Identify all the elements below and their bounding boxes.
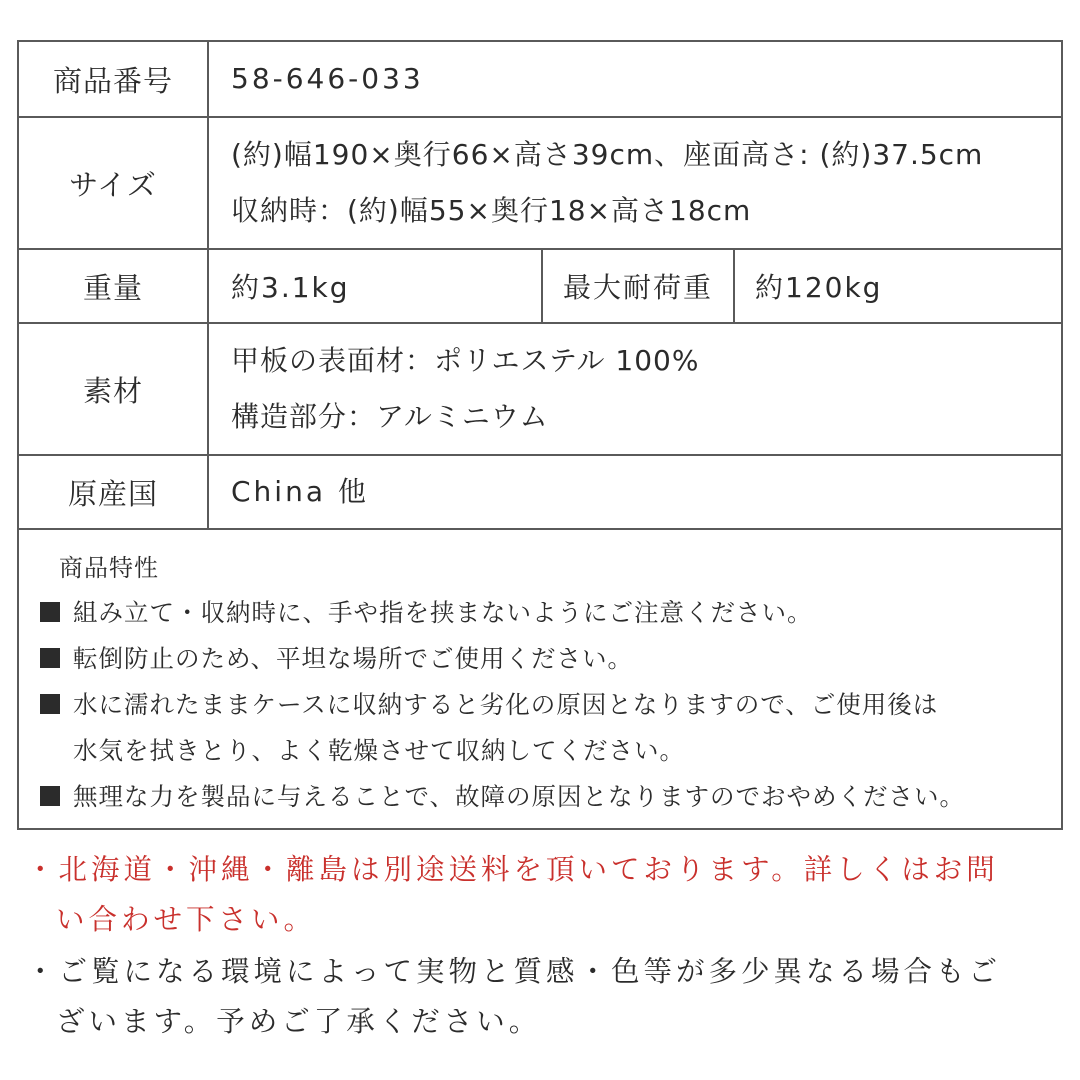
spec-table (17, 40, 1063, 830)
origin-value (231, 456, 1051, 528)
characteristic-text: 転倒防止のため、平坦な場所でご使用ください。 (73, 644, 634, 673)
square-bullet-icon (39, 636, 73, 680)
origin-label: 原産国 (19, 456, 209, 528)
row-origin (19, 456, 1061, 530)
max-load-value: 約120kg (755, 271, 883, 304)
disclaimer-note-line: ざいます。予めご了承ください。 (56, 1005, 542, 1038)
row-weight (19, 250, 1061, 324)
square-bullet-icon (39, 590, 73, 634)
size-line: 収納時：(約)幅55×奥行18×高さ18cm (231, 194, 752, 227)
characteristics-section (19, 530, 1061, 828)
color-disclaimer-note (26, 947, 1066, 1047)
square-bullet-icon (39, 774, 73, 818)
characteristic-item (39, 636, 1049, 682)
max-load-label: 最大耐荷重 (543, 250, 735, 322)
weight-value: 約3.1kg (209, 250, 543, 322)
size-value (231, 118, 1051, 248)
characteristic-text: 無理な力を製品に与えることで、故障の原因となりますのでおやめください。 (73, 782, 966, 811)
product-number-text: 58-646-033 (231, 62, 424, 95)
shipping-note (26, 845, 1066, 945)
square-bullet-icon (39, 682, 73, 726)
row-material (19, 324, 1061, 456)
characteristic-item (39, 682, 1049, 774)
size-label: サイズ (19, 118, 209, 248)
size-line: (約)幅190×奥行66×高さ39cm、座面高さ: (約)37.5cm (231, 138, 984, 171)
material-line: 構造部分：アルミニウム (231, 400, 549, 433)
characteristics-title: 商品特性 (59, 554, 159, 582)
origin-text: China 他 (231, 475, 369, 508)
characteristic-item (39, 774, 1049, 820)
material-value (231, 324, 1051, 454)
product-number-label: 商品番号 (19, 42, 209, 116)
row-product-number (19, 42, 1061, 118)
disclaimer-note-line: ・ご覧になる環境によって実物と質感・色等が多少異なる場合もご (26, 955, 1002, 988)
row-size (19, 118, 1061, 250)
characteristic-text: 水に濡れたままケースに収納すると劣化の原因となりますので、ご使用後は (73, 690, 939, 719)
product-number-value (231, 42, 1051, 116)
shipping-note-line: ・北海道・沖縄・離島は別途送料を頂いております。詳しくはお問 (26, 853, 999, 886)
shipping-note-line: い合わせ下さい。 (56, 903, 317, 936)
characteristic-text: 組み立て・収納時に、手や指を挟まないようにご注意ください。 (73, 598, 813, 627)
material-label: 素材 (19, 324, 209, 454)
weight-label: 重量 (19, 250, 209, 322)
material-line: 甲板の表面材：ポリエステル 100% (231, 344, 700, 377)
characteristic-item (39, 590, 1049, 636)
characteristic-text: 水気を拭きとり、よく乾燥させて収納してください。 (73, 736, 685, 765)
